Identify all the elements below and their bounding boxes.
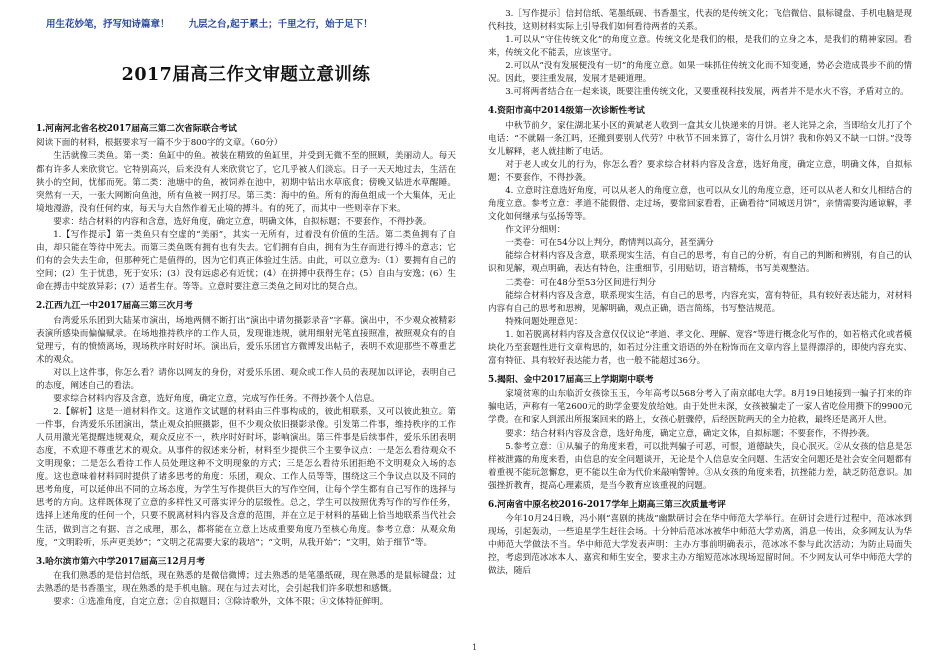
paragraph: 3.［写作提示］信封信纸、笔墨纸砚、书香墨宝，代表的是传统文化；飞信微信、鼠标键盘、手机电脑是现代科技，这则材料实际上引导我们如何看待两者的关系。 [488, 9, 912, 33]
paragraph: 对以上这件事，你怎么看？请你以网友的身份，对爱乐乐团、观众或工作人员的表现加以评论，表明自己的态度，阐述自己的看法。 [36, 367, 456, 391]
section-title: 3.哈尔滨市第六中学2017届高三12月月考 [36, 556, 206, 567]
paragraph: 特殊问题处理意见： [505, 316, 583, 327]
paragraph: 1.可以从“守住传统文化”的角度立意。传统文化是我们的根，是我们的立身之本，是我们的精神家园。看来，传统文化不能丢，应该坚守。 [488, 35, 912, 59]
left-column [36, 18, 456, 615]
right-column [488, 8, 912, 585]
paragraph: 生活就像三类鱼。第一类：鱼缸中的鱼。被装在精致的鱼缸里，并受到无微不至的照顾，美丽动人。每天都有许多人来欣赏它。它特别高兴，后来没有人来欣赏它了，它几乎被人们淡忘。日子一天天地过去，生活在狭小的空间，忧郁而死。第二类：池塘中的鱼，被饲养在池中，初期中钻出水草底食；傍晚又钻进水草醒睡。突然有一天，一张大网断向鱼池，所有鱼被一网打尽。第三类：海中的鱼。所有的海鱼组成一个大集体，无止境地漫游，没有任何约束，每天与大自然作着无止境的搏斗。有的死了，而其中一些则幸存下来。 [36, 151, 456, 214]
section-title: 6.河南省中原名校2016-2017学年上期高三第三次质量考评 [488, 499, 726, 510]
section-title: 5.揭阳、金中2017届高三上学期期中联考 [488, 374, 654, 385]
section-2 [36, 300, 456, 549]
paragraph: 能综合材料内容及含意，联系现实生活，有自己的思考，内容充实，富有特征，具有较好表达能力，对材料内容有自己的思考和思辨，见解明确，观点正确，语言简练，书写整洁规范。 [488, 290, 912, 314]
paragraph: 台湾爱乐乐团到大陆某市演出，场地两侧不断打出“演出中请勿摄影录音”字幕。演出中，不少观众被精彩表演所感染而偏偏赋录。在场地推持秩序的工作人员，发现谁违规，就用细射光笔直接照准，被照观众有的自觉理亏，有的愤愤离场，现场秩序时好时坏。演出后，爱乐乐团官方微博发出帖子，表明不欢迎那些不尊重艺术的观众。 [36, 315, 456, 365]
paragraph: 阅读下面的材料，根据要求写一篇不少于800字的文章。（60分） [36, 138, 283, 149]
paragraph: 要求：结合材料内容及含意，选好角度，确定立意，确定文体，自拟标题；不要套作，不得抄袭。 [505, 428, 875, 439]
section-title: 4.资阳市高中2014级第一次诊断性考试 [488, 106, 645, 117]
section-1 [36, 123, 456, 294]
paragraph: 作文评分细则： [505, 225, 566, 236]
page-number: 1 [472, 643, 478, 652]
paragraph: 1.【写作提示】第一类鱼只有空虚的“美丽”，其实一无所有，过着没有价值的生活。第二类鱼拥有了自由，却只能在等待中死去。而第三类鱼既有拥有也有失去。它们拥有自由，拥有为生存而进行搏斗的意志；它们有的会失去生命，但那种死亡是值得的，因为它们真正体验过生活。由此，可以立意为:（1）要拥有自己的空间；(2）生于忧患，死于安乐；(3）没有远虑必有近忧；(4）在拼搏中获得生存；(5）自由与安逸；(6）生命在搏击中绽放异彩；(7）适者生存。等等。立意时要注意三类鱼之间对比的契合点。 [36, 229, 456, 293]
section-title: 2.江西九江一中2017届高三第三次月考 [36, 301, 193, 312]
paragraph: 5.参考立意：①从骗子的角度来看，可以批判骗子可恶，可恨，道德缺失，良心泯灭。②从女孩的信息是怎样被泄露的角度来看，由信息的安全问题谈开，无论是个人信息安全问题、生活安全问题还是社会安全问题都有着重视不能玩忽懈怠，更不能以生命为代价来敲响警钟。③从女孩的角度来看，抗挫能力差，缺乏防范意识。加强挫折教育，提高心理素质，是当今教育应该重视的问题。 [488, 441, 912, 491]
paragraph: 要求综合材料内容及含意，选好角度，确定立意，完成写作任务。不得抄袭个人信息。 [53, 393, 380, 404]
section-3-continued [488, 8, 912, 99]
section-5 [488, 374, 912, 493]
paragraph: 3.可将两者结合在一起来谈，既要注重传统文化，又要重视科技发展，两者并不是水火不容，矛盾对立的。 [505, 87, 909, 98]
paragraph: 中秋节前夕，家住湖北某小区的黄斌老人收到一盒其女儿快递来的月饼。老人诧异之余，当即给女儿打了个电话：“不就隔一条江吗，还搬到要别人代劳？中秋节不回来算了，寄什么月饼？我和你妈又不缺一口饼。”没等女儿解释，老人就挂断了电话。 [488, 120, 912, 157]
section-4 [488, 105, 912, 368]
section-6 [488, 499, 912, 579]
paragraph: 在我们熟悉的是信封信纸，现在熟悉的是微信微博；过去熟悉的是笔墨纸砚，现在熟悉的是鼠标键盘；过去熟悉的是书香墨宝，现在熟悉的是手机电脑。现在与过去对比，会引起我们许多联想和感慨。 [36, 570, 456, 595]
paragraph: 能综合材料内容及含意，联系现实生活，有自己的思考，有自己的分析，有自己的判断和辨别，有自己的认识和见解，观点明确，表达有特色，注重细节，引用贴切，语言精炼，书写美观整洁。 [488, 251, 912, 275]
paragraph: 家境贫寒的山东临沂女孩徐玉玉，今年高考以568分考入了南京邮电大学。8月19日她接到一骗子打来的诈骗电话，声称有一笔2600元的助学金要发放给她。由于处世未深，女孩被骗走了一家人省吃俭用攒下的9900元学费。在和家人到派出所报案回来的路上，女孩心脏骤停，后经医院两天的全力抢救，最终还是离开人世。 [488, 389, 912, 426]
paragraph: 二类卷：可在48分至53分区间进行判分 [505, 277, 656, 288]
section-3 [36, 556, 456, 610]
page-title: 2017届高三作文审题立意训练 [121, 65, 371, 86]
paragraph: 要求：①选准角度，自定立意；②自拟题目；③除诗歌外，文体不限；④文体特征鲜明。 [53, 597, 389, 608]
section-title: 1.河南河北省名校2017届高三第二次省际联合考试 [36, 124, 237, 135]
paragraph: 4. 立意时注意选好角度，可以从老人的角度立意，也可以从女儿的角度立意，还可以从老人和女儿相结合的角度立意。参考立意：孝道不能假借、走过场，要常回家看看，正确看待“同城送月饼”，亲情需要沟通谅解，孝文化如何继承与弘扬等等。 [488, 186, 912, 223]
paragraph: 一类卷：可在54分以上判分，酌情判以高分，甚至满分 [505, 238, 714, 249]
paragraph: 对于老人或女儿的行为，你怎么看？要求综合材料内容及含意，选好角度，确定立意，明确文体，自拟标题；不要套作，不得抄袭。 [488, 159, 912, 184]
paragraph: 2.【解析】这是一道材料作文。这道作文试题的材料由三件事构成的，彼此相联系，又可以彼此独立。第一件事，台湾爱乐乐团演出，禁止观众拍照摄影，但不少观众依旧摄影录像。引发第二件事，维持秩序的工作人员用激光笔提醒违规观众，观众反应不一，秩序时好时坏，影响演出。第三件事是后续事件，爱乐乐团表明态度，不欢迎不尊重艺术的观众。从事件的叙述来分析，材料至少提供三个主要争议点：一是怎么看待观众不文明现象；二是怎么看待工作人员处理这种不文明现象的方式；三是怎么看待乐团拒绝不文明观众入场的态度。这也意味着材料同时提供了诸多思考的角度：乐团，观众、工作人员等等，围绕这三个争议点以及不同的思考角度，可以延伸出不同的立场态度，为学生写作提供巨大的写作空间，让每个学生都有自己写作的选择与思考的方向。这样既体现了立意的多样性又可落实评分的层级性。总之，学生可以按照优秀写作的写作任务，选择上述角度的任何一个，只要不脱离材料内容及含意的范围，并在立足于材料的基础上恰当地联系当代社会生活，做到言之有据、言之成理，那么，都将能在立意上达成重要角度乃至核心角度。参考立意：从观众角度，“文明聆听，乐声更美妙”；“文明之花需要大家的栽培”；“文明，从我开始”；“文明，始于细节”等。 [36, 406, 456, 548]
paragraph: 要求：结合材料的内容和含意，选好角度，确定立意，明确文体，自拟标题；不要套作，不得抄袭。 [53, 216, 432, 227]
paragraph: 今年10月24日晚，冯小刚“喜剧的挑战”幽默研讨会在华中师范大学举行。在研讨会进行过程中，范冰冰到现场，引起轰动，一些追星学生赶往会场。十分钟后范冰冰被华中师范大学劝离，消息一传出，众多网友认为华中师范大学做法不当。华中师范大学发表声明：主办方事前明确表示，范冰冰不参与此次活动；为防止局面失控，考虑到范冰冰本人、嘉宾和师生安全，要求主办方缩短范冰冰现场逗留时间。不少网友认可华中师范大学的做法，随后 [488, 514, 912, 577]
paragraph: 1. 如若脱离材料内容及含意仅仅议论“孝道、孝文化、理解、宽容”等进行概念化写作的，如若格式化或者模块化乃至套题性进行文章构思的，如若过分注重文语语的外在粉饰而在文章内容上显得漂浮的，即使内容充实、富有特征、具有较好表达能力者，也一般不能超过36分。 [488, 329, 912, 366]
motto-banner: 用生花妙笔，抒写知诗篇章！ 九层之台,起于累土；千里之行，始于足下！ [46, 19, 373, 30]
paragraph: 2.可以从“没有发展便没有一切”的角度立意。如果一味抓住传统文化而不知变通，势必会造成畏步不前的情况。因此，要注重发展，发展才是硬道理。 [488, 61, 912, 85]
